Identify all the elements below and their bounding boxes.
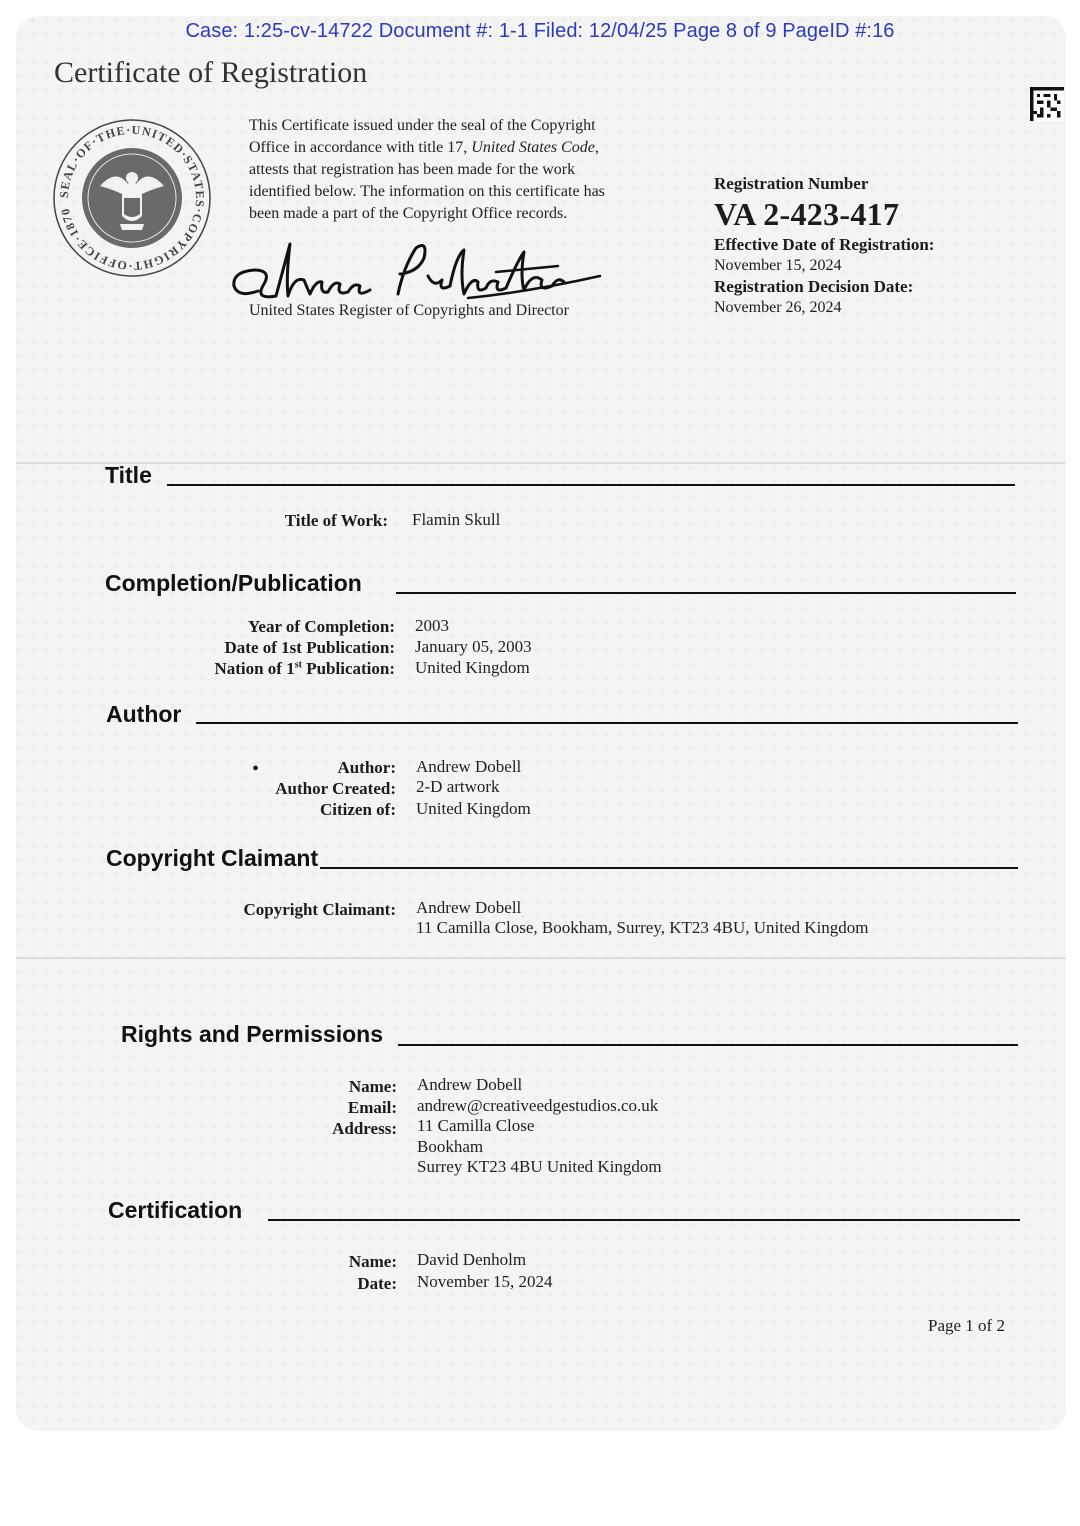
section-rule [268,1219,1020,1221]
page-number: Page 1 of 2 [928,1316,1005,1335]
fold-line-top [16,462,1066,464]
certification-date-value: November 15, 2024 [417,1272,553,1291]
section-rule [167,484,1015,486]
address-line: Bookham [417,1136,484,1156]
intro-line: This Certificate issued under the seal of the Copyright [249,117,596,134]
nation-of-publication-label: Nation of 1st Publication: [214,659,395,678]
author-created-value: 2-D artwork [416,777,500,796]
copyright-claimant-label: Copyright Claimant: [243,900,396,919]
intro-line: attests that registration has been made for the work [249,161,576,178]
section-heading-title: Title [105,462,152,488]
decision-date-label: Registration Decision Date: [714,277,914,296]
address-line: Surrey KT23 4BU United Kingdom [417,1157,662,1176]
certification-name-value: David Denholm [417,1250,527,1269]
nation-of-publication-value: United Kingdom [415,658,530,677]
intro-line: Office in accordance with title 17, United States Code, [249,139,599,156]
rights-address-label: Address: [332,1119,397,1138]
qr-code-icon [1030,87,1064,121]
section-heading-claimant: Copyright Claimant [106,845,319,871]
rights-email-value: andrew@creativeedgestudios.co.uk [417,1096,659,1115]
registration-block [714,173,934,318]
signature-image [228,236,608,306]
author-label: Author: [337,758,396,777]
section-rule [398,1044,1018,1046]
registration-number: VA 2-423-417 [714,196,900,232]
title-of-work-label: Title of Work: [284,511,388,530]
fold-line-bottom [16,957,1066,959]
citizen-of-label: Citizen of: [319,800,396,819]
claimant-address: 11 Camilla Close, Bookham, Surrey, KT23 4BU, United Kingdom [416,918,869,937]
certificate-intro [249,115,669,225]
author-created-label: Author Created: [275,779,396,798]
section-heading-certification: Certification [108,1197,243,1223]
rights-name-label: Name: [348,1077,397,1096]
citizen-of-value: United Kingdom [416,799,531,818]
certification-date-label: Date: [357,1274,397,1293]
section-rule [396,592,1016,594]
year-of-completion-value: 2003 [415,616,449,635]
rights-address-value [417,1116,662,1178]
certification-name-label: Name: [348,1252,397,1271]
register-title: United States Register of Copyrights and Director [249,302,569,319]
title-of-work-value: Flamin Skull [412,510,501,529]
copyright-claimant-value [416,898,869,938]
year-of-completion-label: Year of Completion: [248,617,395,636]
effective-date: November 15, 2024 [714,257,842,274]
claimant-name: Andrew Dobell [416,898,522,917]
first-publication-date-label: Date of 1st Publication: [224,638,395,657]
address-line: 11 Camilla Close [417,1116,535,1135]
rights-email-label: Email: [347,1098,397,1117]
section-heading-rights: Rights and Permissions [121,1021,384,1047]
section-rule [196,722,1018,724]
seal-lettering: SEAL·OF·THE·UNITED·STATES·COPYRIGHT·OFFICE·1870 [56,122,208,274]
intro-line: been made a part of the Copyright Office records. [249,205,568,222]
rights-name-value: Andrew Dobell [417,1075,523,1094]
author-value: Andrew Dobell [416,757,522,776]
section-heading-author: Author [106,701,182,727]
effective-date-label: Effective Date of Registration: [714,235,935,254]
copyright-office-seal [50,116,214,280]
certificate-title: Certificate of Registration [54,56,368,89]
case-header: Case: 1:25-cv-14722 Document #: 1-1 Filed: 12/04/25 Page 8 of 9 PageID #:16 [185,20,895,42]
author-bullet: • [252,758,260,780]
intro-line: identified below. The information on this certificate has [249,183,605,200]
registration-number-label: Registration Number [714,174,869,193]
section-heading-completion: Completion/Publication [105,570,362,596]
first-publication-date-value: January 05, 2003 [415,637,532,656]
decision-date: November 26, 2024 [714,299,842,316]
section-rule [320,867,1018,869]
